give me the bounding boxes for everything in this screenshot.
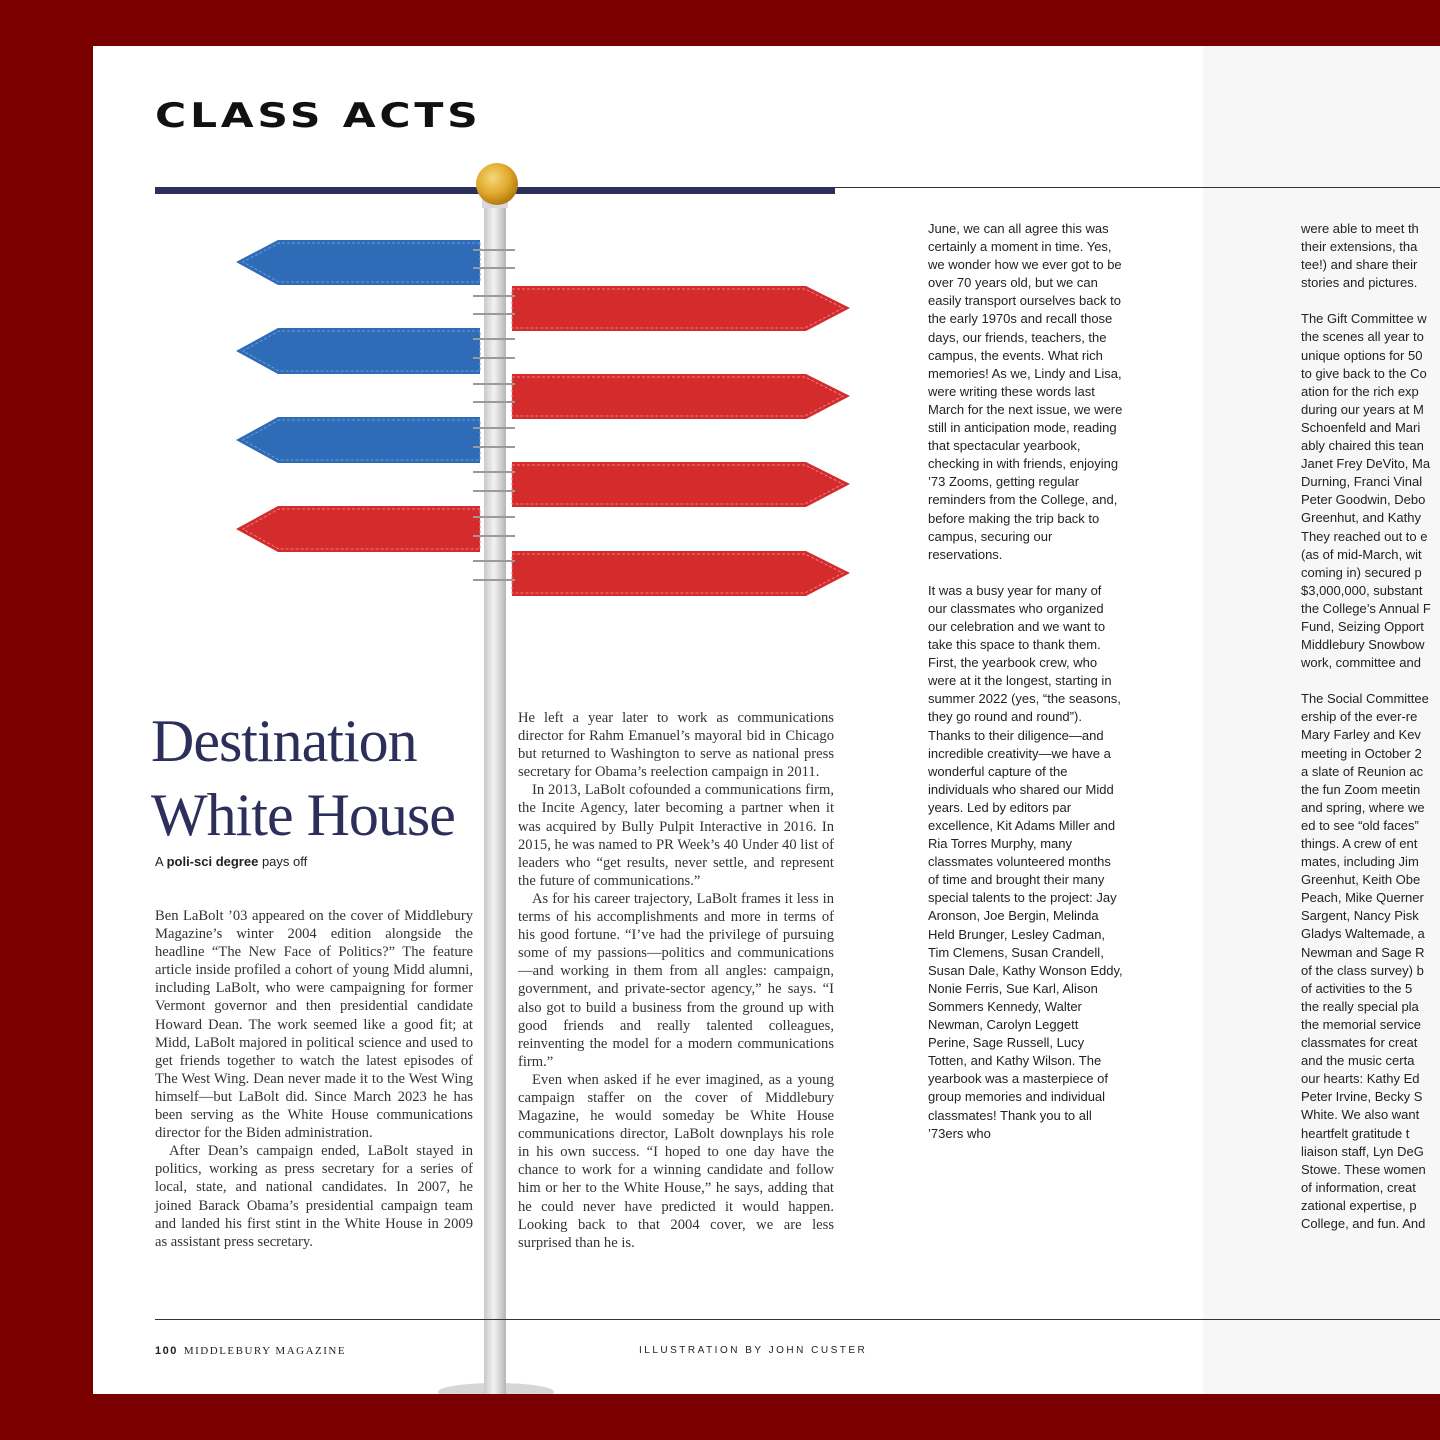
class-notes-column-cropped xyxy=(1301,220,1440,1251)
headline-line-1: Destination xyxy=(151,708,417,774)
class-notes-paragraph: June, we can all agree this was certainly a moment in time. Yes, we wonder how we ever got to be over 70 years old, but we can easily transport ourselves back to the early 1970s and recall those days, our friends, teachers, the campus, the events. What rich memories! As we, Lindy and Lisa, were writing these words last March for the next issue, we were still in anticipation mode, reading that spectacular yearbook, checking in with friends, enjoying ’73 Zooms, getting regular reminders from the College, and, before making the trip back to campus, securing our reservations. xyxy=(928,221,1123,562)
sign-right-2 xyxy=(512,374,850,419)
article-dek xyxy=(155,854,307,869)
class-notes-paragraph: The Gift Committee w the scenes all year to unique options for 50 to give back to the Co ation for the rich exp during our years at M Schoenfeld and Mari ably chaired this tean Janet Frey DeVito, Ma Durning, Franci Vinal Peter Goodwin, Debo Greenhut, and Kathy They reached out to e (as of mid-March, wit coming in) secured p $3,000,000, substant the College’s Annual F Fund, Seizing Opport Middlebury Snowbow work, committee and xyxy=(1301,311,1431,671)
article-headline xyxy=(151,704,455,852)
article-paragraph: In 2013, LaBolt cofounded a communications firm, the Incite Agency, later becoming a partner when it was acquired by Bully Pulpit Interactive in 2016. In 2015, he was named to PR Week’s 40 Under 40 list of leaders who “get results, never settle, and represent the future of communications.” xyxy=(518,782,834,889)
sign-left-1 xyxy=(236,240,480,285)
article-paragraph: Even when asked if he ever imagined, as a young campaign staffer on the cover of Middlebury Magazine, he would someday be White House communications director, LaBolt downplays his role in his own success. “I hoped to one day have the chance to work for a winning candidate and follow him or her to the White House,” he says, adding that he could never have predicted it would happen. Looking back to that 2004 cover, we are less surprised than he is. xyxy=(518,1071,834,1251)
dek-prefix: A xyxy=(155,854,167,869)
pole-brackets xyxy=(473,250,515,580)
class-notes-paragraph: It was a busy year for many of our classmates who organized our celebration and we want to take this space to thank them. First, the yearbook crew, who were at it the longest, starting in summer 2022 (yes, “the seasons, they go round and round”). Thanks to their diligence—and incredible creativity—we have a wonderful capture of the individuals who shared our Midd years. Led by editors par excellence, Kit Adams Miller and Ria Torres Murphy, many classmates volunteered months of time and brought their many special talents to the project: Jay Aronson, Joe Bergin, Melinda Held Brunger, Lesley Cadman, Tim Clemens, Susan Crandell, Susan Dale, Kathy Wonson Eddy, Nonie Ferris, Sue Karl, Alison Sommers Kennedy, Walter Newman, Carolyn Leggett Perine, Sage Russell, Lucy Totten, and Kathy Wilson. The yearbook was a masterpiece of group memories and individual classmates! Thank you to all ’73ers who xyxy=(928,582,1123,1141)
dek-bold: poli-sci degree xyxy=(166,854,259,869)
class-notes-column xyxy=(928,220,1123,1161)
header-rule-thin xyxy=(835,187,1440,188)
headline-line-2: White House xyxy=(151,782,455,848)
sign-right-1 xyxy=(512,286,850,331)
footer-rule xyxy=(155,1319,1440,1320)
article-column-2 xyxy=(518,709,834,1252)
illustration-credit: ILLUSTRATION BY JOHN CUSTER xyxy=(639,1345,868,1356)
page-number: 100 xyxy=(155,1345,178,1357)
finial-ball xyxy=(476,163,518,205)
sign-left-3 xyxy=(236,417,480,463)
article-paragraph: He left a year later to work as communications director for Rahm Emanuel’s mayoral bid in Chicago but returned to Washington to serve as national press secretary for Obama’s reelection campaign in 2011. xyxy=(518,710,834,781)
class-notes-paragraph: were able to meet th their extensions, tha tee!) and share their stories and pictures. xyxy=(1301,221,1419,291)
class-notes-paragraph: The Social Committee ership of the ever-re Mary Farley and Kev meeting in October 2 a slate of Reunion ac the fun Zoom meetin and spring, where we ed to see “old faces” things. A crew of ent mates, including Jim Greenhut, Keith Obe Peach, Mike Querner Sargent, Nancy Pisk Gladys Waltemade, a Newman and Sage R of the class survey) b of activities to the 5 the really special pla the memorial service classmates for creat and the music certa our hearts: Kathy Ed Peter Irvine, Becky S White. We also want heartfelt gratitude t liaison staff, Lyn DeG Stowe. These women of information, creat zational expertise, p College, and fun. And xyxy=(1301,691,1429,1231)
article-paragraph: Ben LaBolt ’03 appeared on the cover of Middlebury Magazine’s winter 2004 edition alongside the headline “The New Face of Politics?” The feature article inside profiled a cohort of young Midd alumni, including LaBolt, who were campaigning for former Vermont governor and then presidential candidate Howard Dean. The work seemed like a good fit; at Midd, LaBolt majored in political science and used to get friends together to watch the latest episodes of The West Wing. Dean never made it to the West Wing himself—but LaBolt did. Since March 2023 he has been serving as the White House communications director for the Biden administration. xyxy=(155,908,473,1142)
sign-left-4 xyxy=(236,506,480,552)
article-paragraph: After Dean’s campaign ended, LaBolt stayed in politics, working as press secretary for a series of local, state, and national candidates. In 2007, he joined Barack Obama’s presidential campaign team and landed his first stint in the White House in 2009 as assistant press secretary. xyxy=(155,1143,473,1250)
section-title: CLASS ACTS xyxy=(155,96,482,136)
magazine-name: MIDDLEBURY MAGAZINE xyxy=(183,1345,347,1357)
folio xyxy=(155,1345,346,1357)
pole-base xyxy=(438,1383,554,1394)
dek-suffix: pays off xyxy=(258,854,308,869)
finial-collar xyxy=(482,196,508,208)
sign-right-3 xyxy=(512,462,850,507)
section-rule xyxy=(155,187,835,194)
article-column-1 xyxy=(155,907,473,1251)
article-paragraph: As for his career trajectory, LaBolt frames it less in terms of his accomplishments and more in terms of his good fortune. “I’ve had the privilege of pursuing some of my passions—politics and communications—and working in them from all angles: campaign, government, and private-sector agency,” he says. “I also got to build a business from the ground up with good friends and really talented colleagues, reinventing the model for a modern communications firm.” xyxy=(518,890,834,1070)
sign-pole xyxy=(484,206,506,1394)
sign-right-4 xyxy=(512,551,850,596)
sign-left-2 xyxy=(236,328,480,374)
magazine-page xyxy=(93,46,1440,1394)
